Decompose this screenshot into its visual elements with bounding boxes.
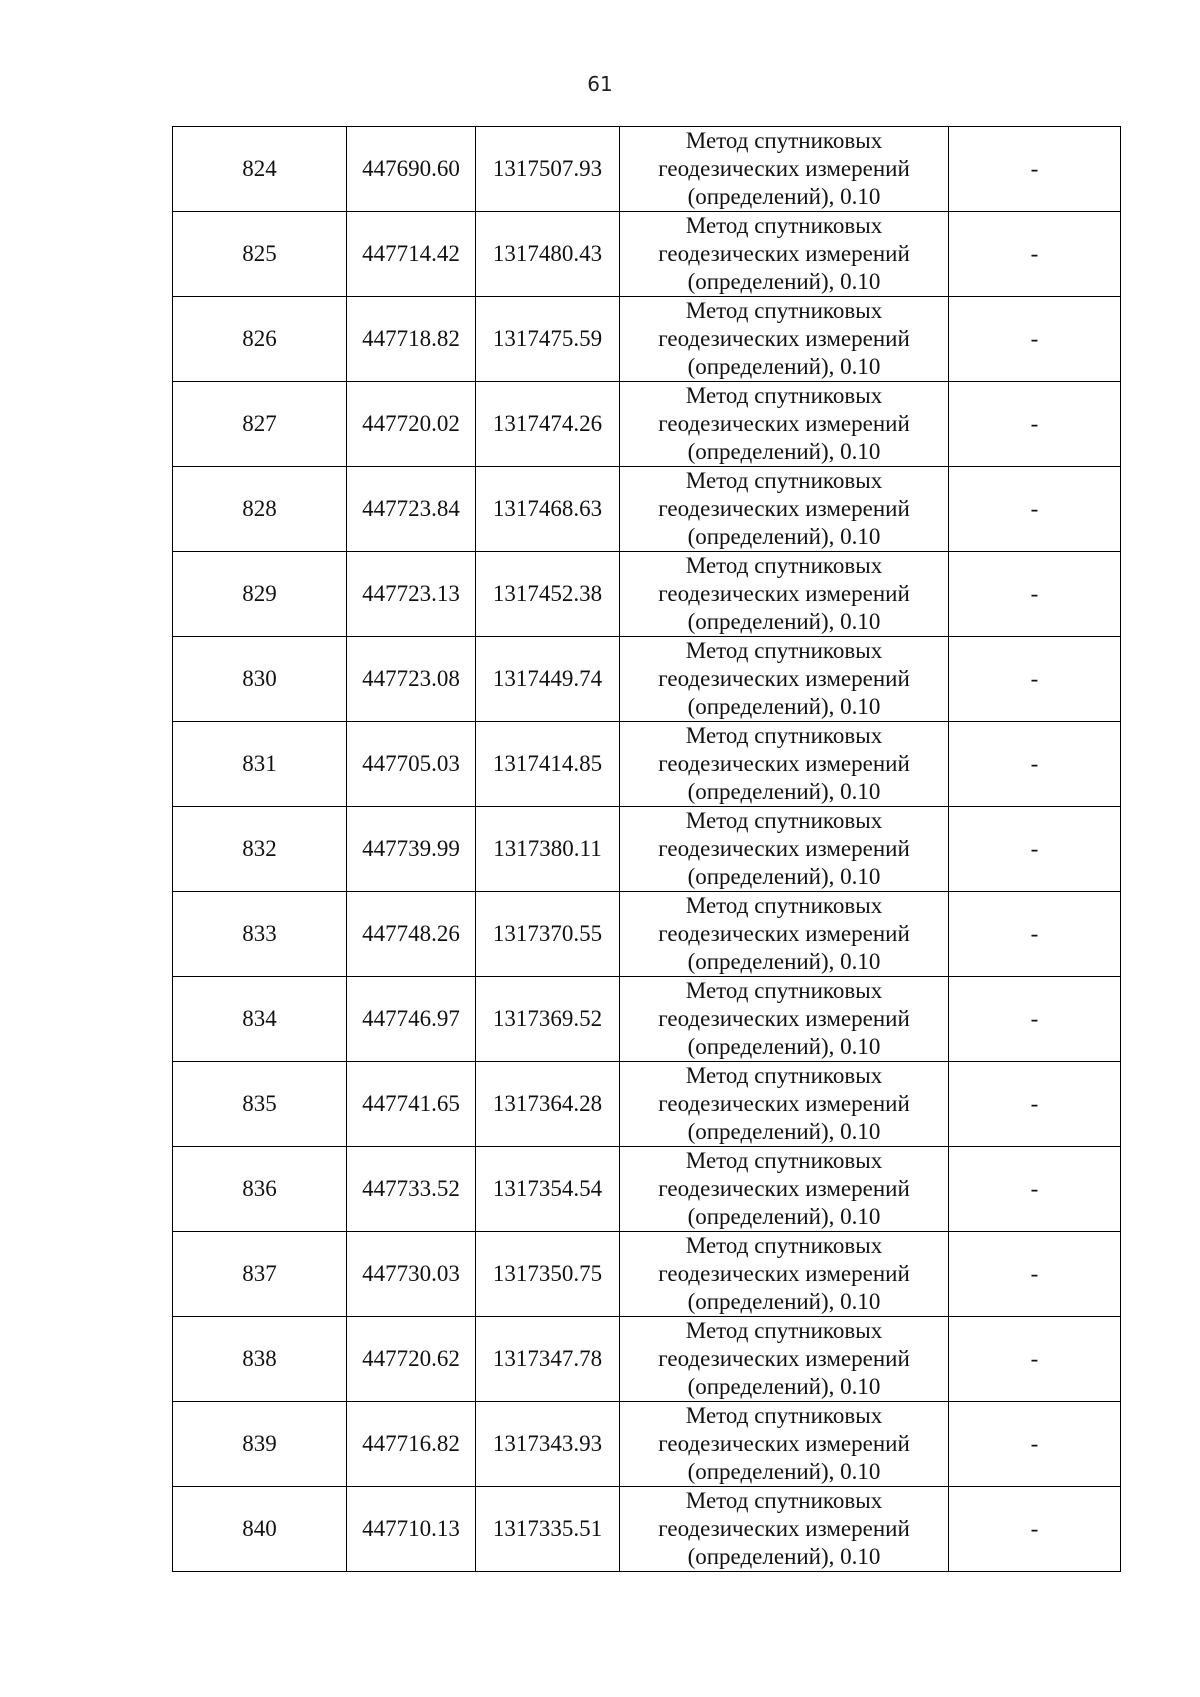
point-number-cell: 830 xyxy=(173,637,347,722)
coordinates-table xyxy=(172,126,1121,1572)
method-text: Метод спутниковых геодезических измерений (определений), 0.10 xyxy=(658,553,910,634)
point-description-cell: - xyxy=(949,1487,1121,1572)
method-accuracy-cell xyxy=(620,1317,949,1402)
point-number-cell: 829 xyxy=(173,552,347,637)
y-coordinate-cell: 1317347.78 xyxy=(476,1317,620,1402)
point-number-cell: 825 xyxy=(173,212,347,297)
table-row xyxy=(173,637,1121,722)
table-row xyxy=(173,467,1121,552)
point-number-cell: 836 xyxy=(173,1147,347,1232)
table-row xyxy=(173,212,1121,297)
y-coordinate-cell: 1317480.43 xyxy=(476,212,620,297)
method-accuracy-cell xyxy=(620,552,949,637)
point-number-cell: 839 xyxy=(173,1402,347,1487)
point-number-cell: 835 xyxy=(173,1062,347,1147)
method-text: Метод спутниковых геодезических измерений (определений), 0.10 xyxy=(658,1488,910,1569)
point-description-cell: - xyxy=(949,1062,1121,1147)
method-text: Метод спутниковых геодезических измерений (определений), 0.10 xyxy=(658,978,910,1059)
table-row xyxy=(173,297,1121,382)
method-accuracy-cell xyxy=(620,212,949,297)
x-coordinate-cell: 447723.08 xyxy=(347,637,476,722)
y-coordinate-cell: 1317468.63 xyxy=(476,467,620,552)
point-number-cell: 840 xyxy=(173,1487,347,1572)
method-accuracy-cell xyxy=(620,1402,949,1487)
table-row xyxy=(173,1147,1121,1232)
x-coordinate-cell: 447723.84 xyxy=(347,467,476,552)
point-description-cell: - xyxy=(949,722,1121,807)
method-accuracy-cell xyxy=(620,1147,949,1232)
method-text: Метод спутниковых геодезических измерений (определений), 0.10 xyxy=(658,1318,910,1399)
method-accuracy-cell xyxy=(620,722,949,807)
coordinates-table-body xyxy=(173,127,1121,1572)
method-text: Метод спутниковых геодезических измерений (определений), 0.10 xyxy=(658,468,910,549)
x-coordinate-cell: 447716.82 xyxy=(347,1402,476,1487)
method-text: Метод спутниковых геодезических измерений (определений), 0.10 xyxy=(658,1063,910,1144)
y-coordinate-cell: 1317335.51 xyxy=(476,1487,620,1572)
point-number-cell: 834 xyxy=(173,977,347,1062)
x-coordinate-cell: 447741.65 xyxy=(347,1062,476,1147)
point-description-cell: - xyxy=(949,212,1121,297)
point-number-cell: 831 xyxy=(173,722,347,807)
x-coordinate-cell: 447730.03 xyxy=(347,1232,476,1317)
method-accuracy-cell xyxy=(620,467,949,552)
y-coordinate-cell: 1317350.75 xyxy=(476,1232,620,1317)
point-number-cell: 826 xyxy=(173,297,347,382)
x-coordinate-cell: 447718.82 xyxy=(347,297,476,382)
method-accuracy-cell xyxy=(620,892,949,977)
table-row xyxy=(173,722,1121,807)
table-row xyxy=(173,382,1121,467)
point-number-cell: 833 xyxy=(173,892,347,977)
table-row xyxy=(173,977,1121,1062)
method-accuracy-cell xyxy=(620,1487,949,1572)
point-description-cell: - xyxy=(949,807,1121,892)
y-coordinate-cell: 1317449.74 xyxy=(476,637,620,722)
point-number-cell: 824 xyxy=(173,127,347,212)
point-number-cell: 837 xyxy=(173,1232,347,1317)
y-coordinate-cell: 1317354.54 xyxy=(476,1147,620,1232)
point-description-cell: - xyxy=(949,1317,1121,1402)
point-description-cell: - xyxy=(949,892,1121,977)
method-text: Метод спутниковых геодезических измерений (определений), 0.10 xyxy=(658,383,910,464)
point-description-cell: - xyxy=(949,127,1121,212)
page-number: 61 xyxy=(587,72,613,96)
point-description-cell: - xyxy=(949,297,1121,382)
point-description-cell: - xyxy=(949,977,1121,1062)
x-coordinate-cell: 447748.26 xyxy=(347,892,476,977)
y-coordinate-cell: 1317475.59 xyxy=(476,297,620,382)
method-text: Метод спутниковых геодезических измерений (определений), 0.10 xyxy=(658,213,910,294)
point-description-cell: - xyxy=(949,552,1121,637)
method-text: Метод спутниковых геодезических измерений (определений), 0.10 xyxy=(658,893,910,974)
x-coordinate-cell: 447720.02 xyxy=(347,382,476,467)
y-coordinate-cell: 1317369.52 xyxy=(476,977,620,1062)
method-accuracy-cell xyxy=(620,977,949,1062)
y-coordinate-cell: 1317364.28 xyxy=(476,1062,620,1147)
y-coordinate-cell: 1317380.11 xyxy=(476,807,620,892)
x-coordinate-cell: 447690.60 xyxy=(347,127,476,212)
x-coordinate-cell: 447710.13 xyxy=(347,1487,476,1572)
table-row xyxy=(173,1487,1121,1572)
point-number-cell: 827 xyxy=(173,382,347,467)
table-row xyxy=(173,1402,1121,1487)
point-number-cell: 828 xyxy=(173,467,347,552)
x-coordinate-cell: 447720.62 xyxy=(347,1317,476,1402)
y-coordinate-cell: 1317414.85 xyxy=(476,722,620,807)
method-accuracy-cell xyxy=(620,382,949,467)
table-row xyxy=(173,892,1121,977)
table-row xyxy=(173,552,1121,637)
x-coordinate-cell: 447714.42 xyxy=(347,212,476,297)
y-coordinate-cell: 1317507.93 xyxy=(476,127,620,212)
x-coordinate-cell: 447739.99 xyxy=(347,807,476,892)
method-accuracy-cell xyxy=(620,297,949,382)
method-accuracy-cell xyxy=(620,127,949,212)
method-text: Метод спутниковых геодезических измерений (определений), 0.10 xyxy=(658,808,910,889)
y-coordinate-cell: 1317343.93 xyxy=(476,1402,620,1487)
method-text: Метод спутниковых геодезических измерений (определений), 0.10 xyxy=(658,128,910,209)
method-accuracy-cell xyxy=(620,1062,949,1147)
method-accuracy-cell xyxy=(620,637,949,722)
method-text: Метод спутниковых геодезических измерений (определений), 0.10 xyxy=(658,723,910,804)
x-coordinate-cell: 447723.13 xyxy=(347,552,476,637)
x-coordinate-cell: 447705.03 xyxy=(347,722,476,807)
method-text: Метод спутниковых геодезических измерений (определений), 0.10 xyxy=(658,298,910,379)
method-text: Метод спутниковых геодезических измерений (определений), 0.10 xyxy=(658,1233,910,1314)
point-number-cell: 832 xyxy=(173,807,347,892)
method-text: Метод спутниковых геодезических измерений (определений), 0.10 xyxy=(658,638,910,719)
y-coordinate-cell: 1317452.38 xyxy=(476,552,620,637)
table-row xyxy=(173,807,1121,892)
point-description-cell: - xyxy=(949,637,1121,722)
point-description-cell: - xyxy=(949,1147,1121,1232)
point-description-cell: - xyxy=(949,1402,1121,1487)
x-coordinate-cell: 447733.52 xyxy=(347,1147,476,1232)
point-description-cell: - xyxy=(949,467,1121,552)
table-row xyxy=(173,127,1121,212)
method-accuracy-cell xyxy=(620,807,949,892)
y-coordinate-cell: 1317370.55 xyxy=(476,892,620,977)
y-coordinate-cell: 1317474.26 xyxy=(476,382,620,467)
method-text: Метод спутниковых геодезических измерений (определений), 0.10 xyxy=(658,1403,910,1484)
point-number-cell: 838 xyxy=(173,1317,347,1402)
table-row xyxy=(173,1232,1121,1317)
point-description-cell: - xyxy=(949,382,1121,467)
method-accuracy-cell xyxy=(620,1232,949,1317)
x-coordinate-cell: 447746.97 xyxy=(347,977,476,1062)
table-row xyxy=(173,1062,1121,1147)
method-text: Метод спутниковых геодезических измерений (определений), 0.10 xyxy=(658,1148,910,1229)
table-row xyxy=(173,1317,1121,1402)
point-description-cell: - xyxy=(949,1232,1121,1317)
